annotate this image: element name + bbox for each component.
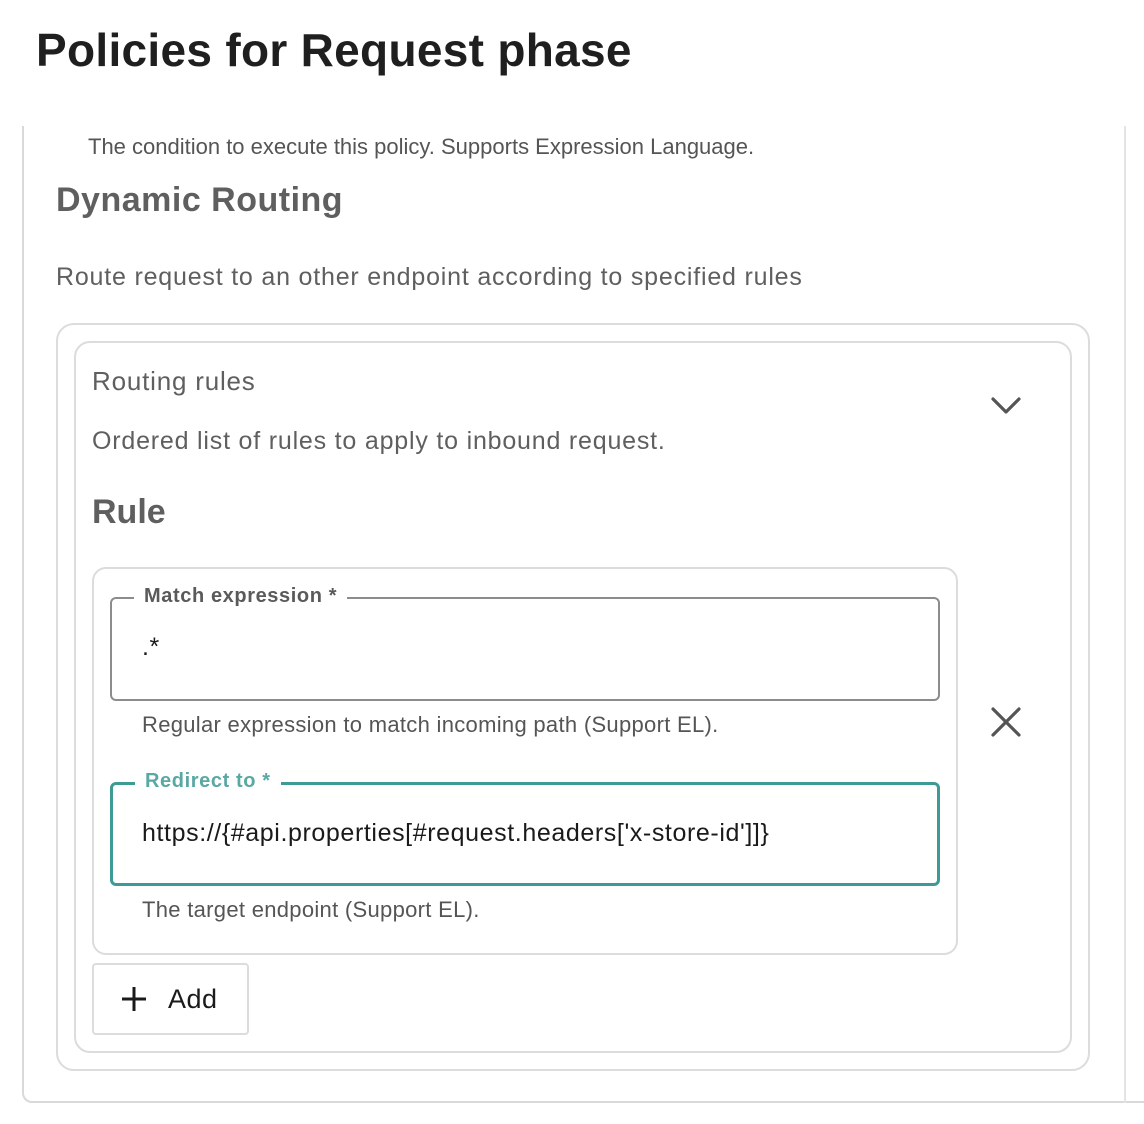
redirect-to-hint: The target endpoint (Support EL).	[142, 897, 480, 922]
routing-rules-title: Routing rules	[92, 366, 256, 396]
redirect-to-label: Redirect to *	[135, 768, 281, 794]
match-expression-input[interactable]: .*	[142, 633, 160, 661]
policy-description: Route request to an other endpoint according to specified rules	[56, 263, 803, 291]
rule-heading: Rule	[92, 493, 166, 531]
plus-icon	[120, 985, 148, 1013]
close-icon[interactable]	[986, 702, 1026, 742]
chevron-down-icon[interactable]	[984, 386, 1028, 426]
policy-name-heading: Dynamic Routing	[56, 181, 344, 219]
add-rule-label: Add	[168, 983, 218, 1014]
panel-divider	[1124, 126, 1126, 1103]
add-rule-button[interactable]	[92, 963, 249, 1035]
match-expression-hint: Regular expression to match incoming path (Support EL).	[142, 712, 719, 737]
redirect-to-field[interactable]	[110, 770, 940, 886]
page-title: Policies for Request phase	[36, 24, 632, 76]
condition-hint: The condition to execute this policy. Supports Expression Language.	[88, 134, 755, 159]
match-expression-label: Match expression *	[134, 583, 347, 609]
redirect-to-input[interactable]: https://{#api.properties[#request.headers['x-store-id']]}	[142, 819, 770, 847]
routing-rules-description: Ordered list of rules to apply to inbound request.	[92, 427, 666, 455]
match-expression-field[interactable]	[110, 585, 940, 701]
